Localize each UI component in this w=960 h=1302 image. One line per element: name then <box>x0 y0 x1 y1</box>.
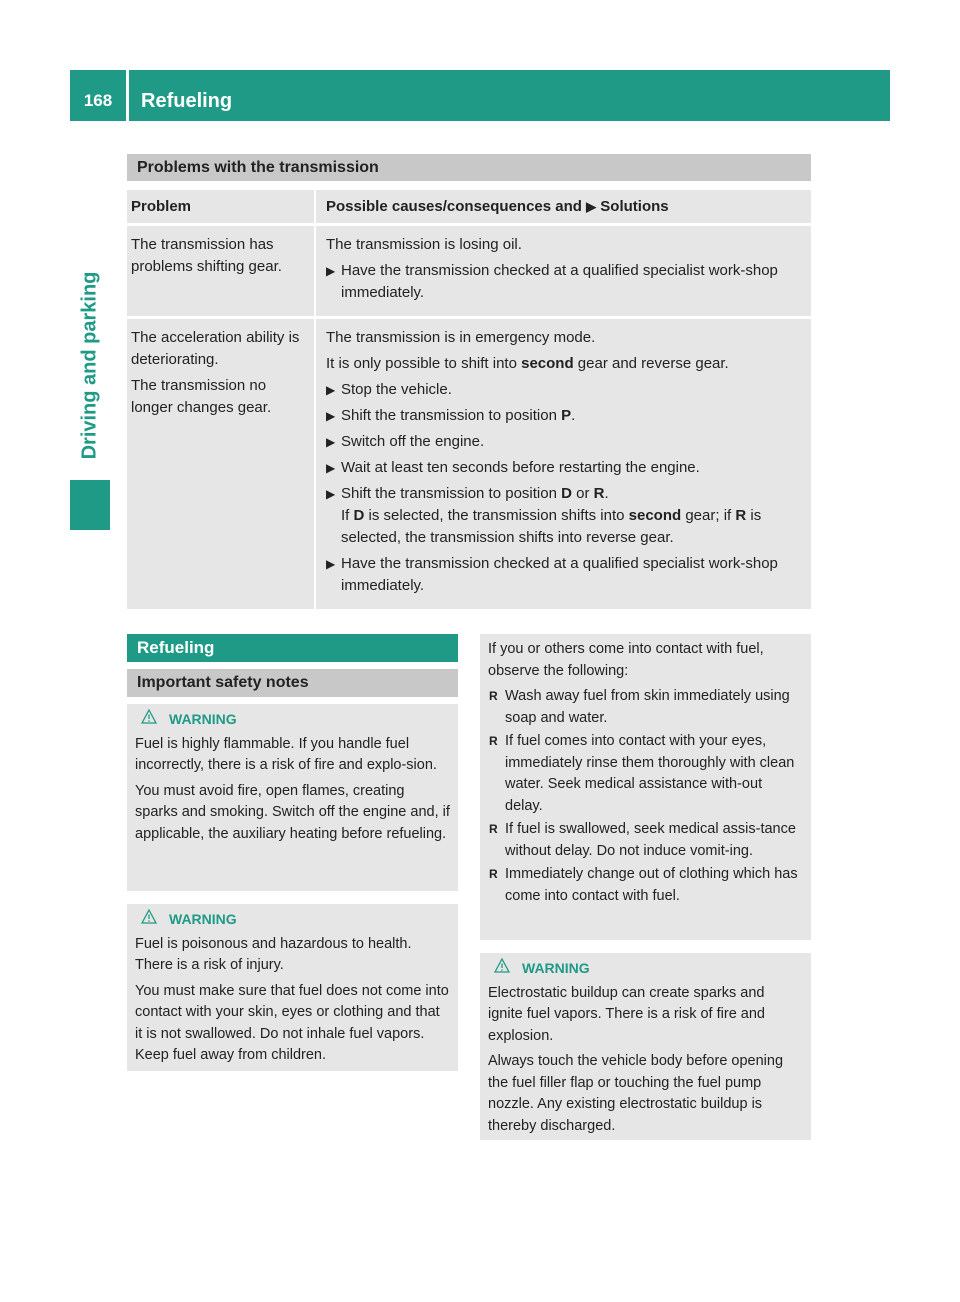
list-item: R If fuel is swallowed, seek medical assis-tance without delay. Do not induce vomit-ing. <box>489 821 796 859</box>
list-item: R If fuel comes into contact with your eyes, immediately rinse them thoroughly with clean water. Seek medical assistance with-out delay. <box>489 733 795 814</box>
play-arrow-icon: ▶ <box>586 199 597 214</box>
col-solutions: Possible causes/consequences and ▶ Solutions <box>314 190 811 223</box>
step-item: ▶ Wait at least ten seconds before restarting the engine. <box>326 457 805 479</box>
step-item: ▶ Stop the vehicle. <box>326 379 805 401</box>
problem-cell: The acceleration ability is deteriorating. The transmission no longer changes gear. <box>127 319 314 609</box>
step-arrow-icon: ▶ <box>326 435 336 449</box>
step-arrow-icon: ▶ <box>326 383 336 397</box>
header-divider <box>126 70 129 121</box>
step-item: ▶ Switch off the engine. <box>326 431 805 453</box>
table-title: Problems with the transmission <box>127 154 811 181</box>
solution-cell: The transmission is losing oil. ▶ Have the transmission checked at a qualified specialist work-shop immediately. <box>314 226 811 316</box>
table-row <box>127 226 811 316</box>
problem-cell: The transmission has problems shifting gear. <box>127 226 314 316</box>
side-tab <box>70 250 110 480</box>
step-arrow-icon: ▶ <box>326 461 336 475</box>
solution-cell: The transmission is in emergency mode. It is only possible to shift into second gear and reverse gear. ▶ Stop the vehicle. ▶ Shift the transmission to position P. ▶ Switch off the engine. ▶ Wait at least ten seconds before restarting the engine. ▶ Shift the transmission to position D or R. If D is selected, the transmission shifts into second gear; if R is selected, the transmission shifts into reverse gear. ▶ Have the transmission checked at a qualified specialist work-shop immediately. <box>314 319 811 609</box>
step-item: ▶ Have the transmission checked at a qualified specialist work-shop immediately. <box>326 555 778 594</box>
transmission-table <box>127 154 811 609</box>
table-row <box>127 319 811 609</box>
section-title-refueling: Refueling <box>127 634 458 662</box>
list-item: R Immediately change out of clothing which has come into contact with fuel. <box>489 866 798 904</box>
warning-box: WARNING Electrostatic buildup can create sparks and ignite fuel vapors. There is a risk of fire and explosion. Always touch the vehicle body before opening the fuel filler flap or touching the fuel pump nozzle. Any existing electrostatic buildup is thereby discharged. <box>480 953 811 1140</box>
warning-box: WARNING Fuel is poisonous and hazardous to health. There is a risk of injury. You must make sure that fuel does not come into contact with your skin, eyes or clothing and that it is not swallowed. Do not inhale fuel vapors. Keep fuel away from children. <box>127 904 458 1071</box>
side-tab-block <box>70 480 110 530</box>
step-item: ▶ Shift the transmission to position P. <box>326 405 805 427</box>
step-item: ▶ Have the transmission checked at a qualified specialist work-shop immediately. <box>326 262 778 301</box>
contact-box: If you or others come into contact with fuel, observe the following: R Wash away fuel from skin immediately using soap and water. R If fuel comes into contact with your eyes, immediately rinse them thoroughly with clean water. Seek medical assistance with-out delay. R If fuel is swallowed, seek medical assis-tance without delay. Do not induce vomit-ing. R Immediately change out of clothing which has come into contact with fuel. <box>480 634 811 940</box>
page-number: 168 <box>83 91 113 110</box>
warning-label: WARNING <box>169 911 237 927</box>
list-item: R Wash away fuel from skin immediately using soap and water. <box>489 688 790 726</box>
step-arrow-icon: ▶ <box>326 487 336 501</box>
step-item: ▶ Shift the transmission to position D or R. If D is selected, the transmission shifts into second gear; if R is selected, the transmission shifts into reverse gear. <box>326 485 762 546</box>
side-tab-label: Driving and parking <box>78 271 101 459</box>
step-arrow-icon: ▶ <box>326 409 336 423</box>
warning-triangle-icon <box>135 909 169 931</box>
subsection-title-safety: Important safety notes <box>127 669 458 697</box>
warning-label: WARNING <box>169 711 237 727</box>
step-arrow-icon: ▶ <box>326 264 336 278</box>
page-title: Refueling <box>141 90 233 112</box>
col-problem: Problem <box>127 190 314 223</box>
warning-triangle-icon <box>135 709 169 731</box>
warning-label: WARNING <box>522 960 590 976</box>
warning-box: WARNING Fuel is highly flammable. If you handle fuel incorrectly, there is a risk of fire and explo-sion. You must avoid fire, open flames, creating sparks and smoking. Switch off the engine and, if applicable, the auxiliary heating before refueling. <box>127 704 458 891</box>
warning-triangle-icon <box>488 958 522 980</box>
table-header <box>127 190 811 223</box>
step-arrow-icon: ▶ <box>326 557 336 571</box>
